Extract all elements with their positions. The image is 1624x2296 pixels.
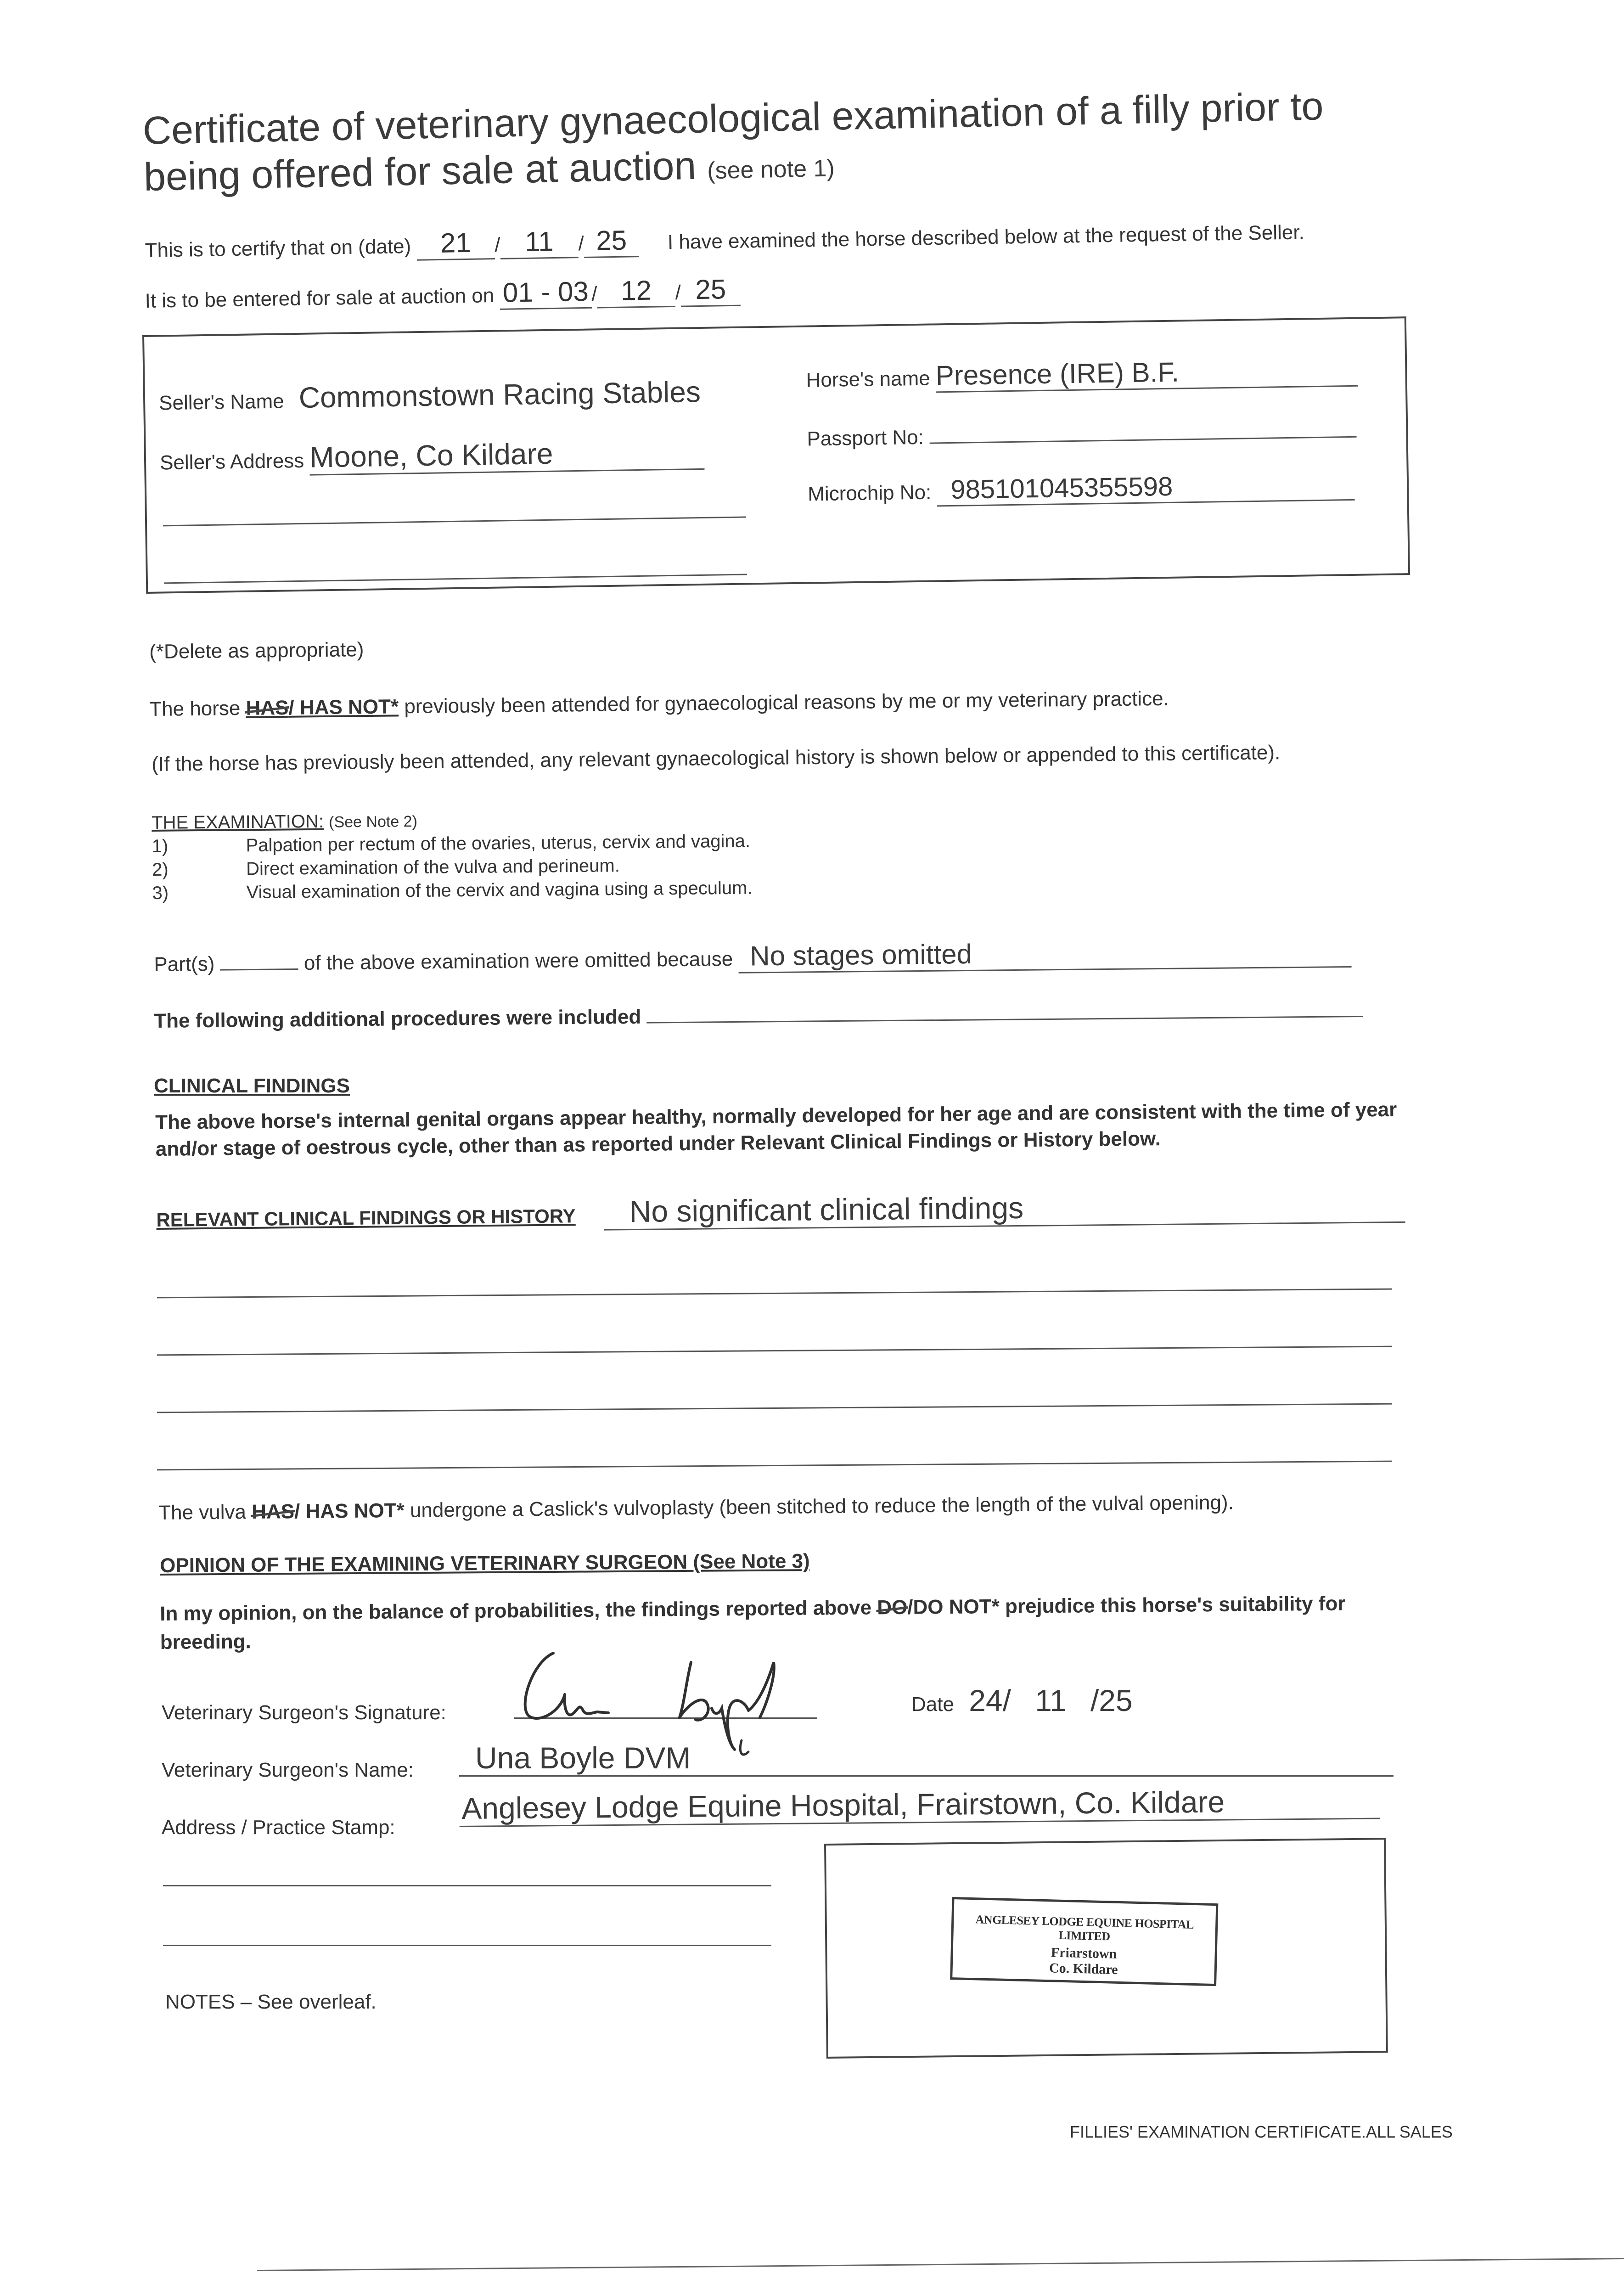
attended-line xyxy=(149,687,1169,721)
sign-date-year: 25 xyxy=(1099,1683,1133,1717)
attended-has-not: / HAS NOT* xyxy=(288,695,399,719)
opinion-do-struck: DO xyxy=(877,1596,908,1619)
address-value: Anglesey Lodge Equine Hospital, Frairstown, Co. Kildare xyxy=(459,1783,1380,1827)
exam-step-num: 3) xyxy=(152,883,169,903)
seller-address-label: Seller's Address xyxy=(159,449,304,474)
certify-prefix: This is to certify that on (date) xyxy=(145,235,411,262)
opinion-heading: OPINION OF THE EXAMINING VETERINARY SURGEON (See Note 3) xyxy=(160,1550,810,1577)
auction-date-day: 01 - 03 xyxy=(500,276,592,310)
microchip-row xyxy=(808,468,1355,509)
auction-date-month: 12 xyxy=(597,274,675,309)
exam-date-month: 11 xyxy=(500,225,579,259)
vulva-has-not: / HAS NOT* xyxy=(294,1499,405,1523)
seller-address-row xyxy=(159,434,704,478)
vet-name-value: Una Boyle DVM xyxy=(459,1740,1394,1777)
exam-step-text: Visual examination of the cervix and vagina using a speculum. xyxy=(246,878,753,903)
relevant-row xyxy=(156,1187,1405,1235)
vulva-has-struck: HAS xyxy=(251,1500,295,1524)
exam-step-text: Direct examination of the vulva and perineum. xyxy=(246,855,620,879)
vet-name-label: Veterinary Surgeon's Name: xyxy=(162,1759,414,1781)
opinion-line-1 xyxy=(160,1592,1346,1626)
exam-date-day: 21 xyxy=(416,226,495,261)
sign-date-month: 11 xyxy=(1035,1683,1067,1717)
parts-label: Part(s) xyxy=(154,952,215,976)
exam-step-text: Palpation per rectum of the ovaries, uterus, cervix and vagina. xyxy=(246,831,751,856)
opinion-text-a: In my opinion, on the balance of probabilities, the findings reported above xyxy=(160,1596,872,1625)
stamp-line-2: Friarstown xyxy=(1051,1945,1117,1962)
opinion-text-c: breeding. xyxy=(160,1630,251,1654)
exam-step xyxy=(152,878,752,904)
microchip-label: Microchip No: xyxy=(807,481,932,506)
clinical-text-2: and/or stage of oestrous cycle, other than as reported under Relevant Clinical Findings or History below. xyxy=(155,1127,1161,1160)
seller-horse-box xyxy=(142,316,1410,594)
exam-step-num: 1) xyxy=(152,836,169,856)
vulva-suffix: undergone a Caslick's vulvoplasty (been stitched to reduce the length of the vulval opening). xyxy=(410,1491,1234,1522)
certify-suffix: I have examined the horse described below at the request of the Seller. xyxy=(667,221,1305,254)
exam-heading-row xyxy=(152,808,752,833)
seller-address-value: Moone, Co Kildare xyxy=(309,434,705,476)
page-title xyxy=(142,83,1325,201)
relevant-line-3 xyxy=(157,1403,1392,1413)
clinical-text xyxy=(155,1098,1397,1161)
exam-step xyxy=(152,831,752,857)
seller-address-line-3 xyxy=(164,574,747,584)
address-line-3 xyxy=(163,1945,771,1946)
relevant-line-2 xyxy=(157,1346,1392,1356)
exam-step-num: 2) xyxy=(152,859,169,880)
exam-date-year: 25 xyxy=(584,224,639,258)
stamp-line-3: Co. Kildare xyxy=(1049,1960,1118,1977)
relevant-value: No significant clinical findings xyxy=(604,1187,1405,1231)
clinical-text-1: The above horse's internal genital organs appear healthy, normally developed for her age and are consistent with the time of year xyxy=(155,1098,1397,1134)
seller-address-line-2 xyxy=(163,517,746,527)
attended-prefix: The horse xyxy=(149,697,241,720)
relevant-line-1 xyxy=(157,1289,1392,1299)
horse-name-label: Horse's name xyxy=(806,367,931,392)
delete-note: (*Delete as appropriate) xyxy=(149,638,364,663)
horse-name-row xyxy=(806,354,1358,395)
vulva-prefix: The vulva xyxy=(158,1501,247,1524)
additional-label: The following additional procedures were included xyxy=(154,1005,641,1032)
horse-name-value: Presence (IRE) B.F. xyxy=(935,354,1358,393)
additional-blank xyxy=(646,997,1363,1024)
microchip-value: 985101045355598 xyxy=(937,468,1355,506)
additional-row xyxy=(154,997,1363,1033)
parts-blank xyxy=(220,950,298,971)
exam-step xyxy=(152,855,752,880)
sign-date-label: Date xyxy=(911,1693,954,1716)
practice-stamp xyxy=(950,1897,1218,1986)
opinion-text-b: /DO NOT* prejudice this horse's suitability for xyxy=(907,1592,1346,1619)
auction-date-year: 25 xyxy=(680,273,741,307)
address-label: Address / Practice Stamp: xyxy=(162,1816,395,1839)
scan-edge xyxy=(257,2258,1624,2271)
attended-has-struck: HAS xyxy=(246,696,289,720)
footer-text: FILLIES' EXAMINATION CERTIFICATE.ALL SALES xyxy=(1070,2122,1453,2141)
exam-section xyxy=(152,808,753,904)
notes-text: NOTES – See overleaf. xyxy=(165,1991,376,2013)
stamp-box xyxy=(824,1838,1388,2059)
title-line-2-text: being offered for sale at auction xyxy=(143,144,697,200)
sign-date-day: 24 xyxy=(969,1683,1003,1717)
auction-prefix: It is to be entered for sale at auction on xyxy=(145,284,495,312)
stamp-line-1: ANGLESEY LODGE EQUINE HOSPITAL LIMITED xyxy=(975,1913,1194,1943)
passport-label: Passport No: xyxy=(807,426,924,450)
title-line-1: Certificate of veterinary gynaecological examination of a filly prior to xyxy=(142,84,1324,153)
title-note: (see note 1) xyxy=(707,155,835,185)
parts-omitted-row xyxy=(154,934,1352,979)
auction-line: It is to be entered for sale at auction on 01 - 03 / 12 / 25 xyxy=(145,273,741,315)
relevant-heading: RELEVANT CLINICAL FINDINGS OR HISTORY xyxy=(156,1205,576,1231)
clinical-heading: CLINICAL FINDINGS xyxy=(154,1075,350,1097)
exam-heading: THE EXAMINATION: xyxy=(152,811,324,833)
parts-mid: of the above examination were omitted because xyxy=(303,947,733,974)
attended-suffix: previously been attended for gynaecological reasons by me or my veterinary practice. xyxy=(404,687,1169,718)
seller-name-value: Commonstown Racing Stables xyxy=(298,375,701,414)
certify-line: This is to certify that on (date) 21 / 11 / 25 I have examined the horse described below at the request of the Seller. xyxy=(145,221,1305,262)
passport-row xyxy=(807,413,1356,451)
parts-value: No stages omitted xyxy=(738,934,1352,974)
address-line-2 xyxy=(163,1885,771,1886)
history-note: (If the horse has previously been attended, any relevant gynaecological history is shown below or appended to this certificate). xyxy=(152,741,1281,776)
seller-name-row xyxy=(159,375,701,416)
signature-label: Veterinary Surgeon's Signature: xyxy=(162,1701,446,1724)
vulva-line xyxy=(158,1491,1234,1525)
exam-note: (See Note 2) xyxy=(328,812,418,831)
relevant-line-4 xyxy=(157,1461,1392,1471)
sign-date-row: Date 24/ 11 /25 xyxy=(911,1683,1133,1717)
seller-name-label: Seller's Name xyxy=(158,390,285,415)
passport-value xyxy=(929,413,1356,444)
